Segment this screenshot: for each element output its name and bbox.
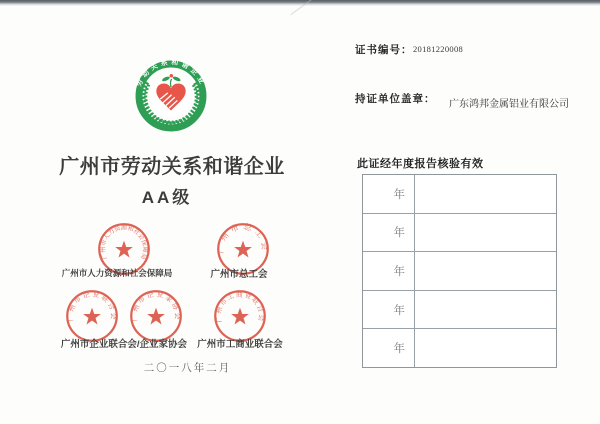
- seal-star-icon: [234, 241, 252, 258]
- table-row: [363, 175, 556, 213]
- issue-date: 二〇一八年二月: [143, 362, 232, 374]
- blank-cell: [415, 291, 556, 329]
- holder-company-name: 广东鸿邦金属铝业有限公司: [449, 99, 569, 110]
- seal-star-icon: [231, 308, 249, 325]
- seal-text: 广州市企业家协会: [131, 291, 181, 322]
- certificate-number-label: 证书编号：: [355, 44, 413, 56]
- table-row: [363, 328, 556, 367]
- emblem-ring-text: 劳动关系和谐企业: [135, 59, 207, 88]
- annual-verification-table: [362, 174, 557, 368]
- seal-star-icon: [147, 308, 165, 325]
- certificate-number: 20181220008: [413, 44, 464, 54]
- year-cell: 年: [363, 252, 415, 290]
- year-cell: 年: [363, 214, 415, 252]
- table-row: [363, 251, 556, 290]
- seal-text: 广州市人力资源和社会保障局: [99, 224, 149, 261]
- year-cell: 年: [363, 175, 415, 213]
- table-row: [363, 213, 556, 252]
- certificate-grade: AA级: [141, 188, 193, 207]
- seal-label-industry-commerce: 广州市工商业联合会: [197, 339, 283, 350]
- holder-stamp-label: 持证单位盖章：: [355, 93, 436, 105]
- blank-cell: [415, 175, 556, 213]
- seal-text: 广州市工商业联合会: [215, 291, 265, 323]
- table-row: [363, 290, 556, 329]
- sprout-flower: [170, 74, 174, 78]
- seal-label-trade-unions: 广州市总工会: [210, 269, 268, 280]
- seal-star-icon: [115, 241, 133, 258]
- certificate-title: 广州市劳动关系和谐企业: [59, 156, 285, 178]
- year-cell: 年: [363, 329, 415, 367]
- blank-cell: [415, 252, 556, 290]
- scan-top-edge: [0, 0, 600, 6]
- verification-heading: 此证经年度报告核验有效: [357, 158, 484, 170]
- seal-label-human-resources-bureau: 广州市人力资源和社会保障局: [61, 268, 173, 278]
- year-cell: 年: [363, 291, 415, 329]
- harmony-enterprise-emblem: [133, 58, 209, 134]
- seal-star-icon: [83, 308, 101, 325]
- seal-text: 广州市企业联合会: [67, 291, 117, 322]
- blank-cell: [415, 214, 556, 252]
- blank-cell: [415, 329, 556, 367]
- seal-text: 广州市总工会: [216, 221, 270, 254]
- seal-label-enterprise-associations: 广州市企业联合会/企业家协会: [60, 339, 188, 350]
